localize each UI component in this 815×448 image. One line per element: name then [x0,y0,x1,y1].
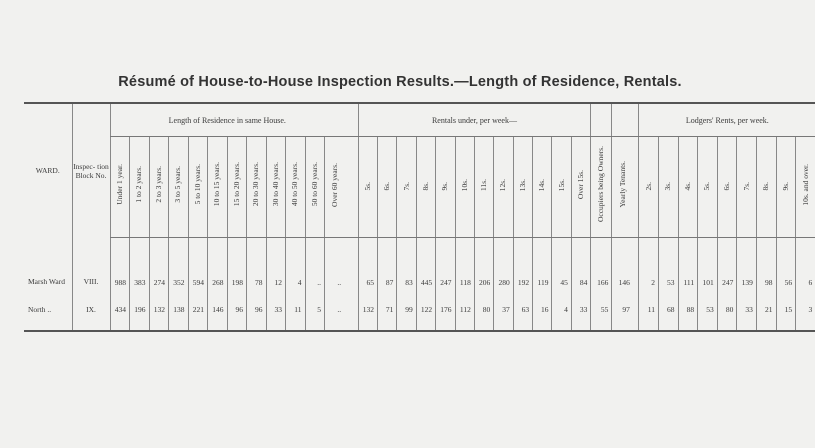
residence-col-header-label: Under 1 year. [114,164,124,205]
residence-value-cell: 198 [227,238,247,293]
residence-col-header-label: 2 to 3 years. [153,166,163,203]
rental-value-cell: 80 [474,292,493,331]
residence-col-header-label: 30 to 40 years. [270,162,280,207]
rental-value-cell: 16 [533,292,552,331]
residence-value-cell: 138 [169,292,189,331]
residence-value-cell: 221 [188,292,208,331]
lodger-col-header [658,137,678,238]
lodgers-group-header: Lodgers' Rents, per week. [639,103,815,137]
rental-value-cell: 118 [455,238,474,293]
lodger-col-header-label: 9s. [780,182,790,191]
occupiers-col-header [591,137,612,238]
results-table-wrapper [24,102,813,332]
lodger-value-cell: 98 [756,238,776,293]
residence-value-cell: 434 [110,292,130,331]
rental-col-header [377,137,396,238]
residence-col-header-label: 10 to 15 years. [212,162,222,207]
lodger-col-header [776,137,796,238]
rental-value-cell: 119 [533,238,552,293]
rental-col-header-label: 10s. [459,178,469,191]
residence-col-header-label: 15 to 20 years. [231,162,241,207]
lodger-col-header-label: 7s. [741,182,751,191]
residence-group-header: Length of Residence in same House. [110,103,344,137]
lodger-value-cell: 247 [717,238,737,293]
residence-col-header [286,137,306,238]
rental-col-header [533,137,552,238]
yearly-col-header [612,137,633,238]
residence-col-header-label: 40 to 50 years. [290,162,300,207]
inspection-results-table [24,102,815,332]
ward-cell: North .. [28,304,52,314]
residence-value-cell: 594 [188,238,208,293]
lodger-value-cell: 11 [639,292,659,331]
residence-col-header [305,137,325,238]
lodger-col-header-label: 3s. [663,182,673,191]
rental-value-cell: 87 [377,238,396,293]
rental-value-cell: 83 [397,238,416,293]
rental-col-header [474,137,493,238]
rental-value-cell: 247 [436,238,455,293]
rental-value-cell: 63 [513,292,532,331]
residence-col-header [208,137,228,238]
ward-cell: Marsh Ward [28,277,65,287]
lodger-col-header-label: 4s. [682,182,692,191]
lodger-value-cell: 2 [639,238,659,293]
lodger-value-cell: 53 [658,238,678,293]
residence-value-cell: .. [325,292,345,331]
occupiers-value-cell: 166 [591,238,612,293]
rental-col-header [397,137,416,238]
residence-value-cell: .. [305,238,325,293]
residence-col-header [266,137,286,238]
rental-col-header [358,137,377,238]
residence-value-cell: 96 [247,292,267,331]
rental-value-cell: 445 [416,238,435,293]
rental-col-header-label: 12s. [498,178,508,191]
rental-col-header [436,137,455,238]
rental-value-cell: 65 [358,238,377,293]
lodger-col-header [678,137,698,238]
residence-col-header [227,137,247,238]
lodger-value-cell: 33 [737,292,757,331]
spacer-column [344,137,358,238]
rental-value-cell: 37 [494,292,513,331]
rental-col-header [552,137,571,238]
rental-value-cell: 99 [397,292,416,331]
table-row [24,292,815,331]
residence-col-header [169,137,189,238]
lodger-col-header [698,137,718,238]
rental-value-cell: 192 [513,238,532,293]
residence-col-header [188,137,208,238]
lodger-col-header [717,137,737,238]
rental-col-header-label: 7s. [401,182,411,191]
rental-col-header [416,137,435,238]
page-title: Résumé of House-to-House Inspection Results.—Length of Residence, Rentals. [118,74,682,90]
lodger-col-header-label: 5s. [702,182,712,191]
rental-col-header-label: 8s. [420,182,430,191]
block-cell: VIII. [72,238,110,293]
rentals-group-header: Rentals under, per week— [358,103,591,137]
spacer-header [612,103,633,137]
residence-value-cell: 274 [149,238,169,293]
residence-value-cell: .. [325,238,345,293]
rental-value-cell: 122 [416,292,435,331]
lodger-value-cell: 53 [698,292,718,331]
yearly-value-cell: 97 [612,292,633,331]
yearly-col-header-label: Yearly Tenants. [617,161,627,208]
residence-col-header-label: 5 to 10 years. [192,164,202,205]
rental-col-header-label: Over 15s. [576,169,586,200]
spacer-cell [344,292,358,331]
residence-col-header [130,137,150,238]
spacer-cell [344,238,358,293]
rental-col-header [513,137,532,238]
residence-value-cell: 12 [266,238,286,293]
spacer-header [591,103,612,137]
ward-header: WARD. [35,166,60,176]
lodger-value-cell: 139 [737,238,757,293]
rental-col-header [455,137,474,238]
lodger-col-header [639,137,659,238]
yearly-value-cell: 146 [612,238,633,293]
lodger-col-header-label: 10s. and over. [800,163,810,206]
lodger-value-cell: 6 [796,238,815,293]
residence-value-cell: 96 [227,292,247,331]
lodger-col-header [796,137,815,238]
lodger-col-header-label: 2s. [643,182,653,191]
occupiers-col-header-label: Occupiers being Owners. [596,146,606,223]
rental-col-header-label: 6s. [382,182,392,191]
lodger-value-cell: 56 [776,238,796,293]
residence-value-cell: 4 [286,238,306,293]
rental-col-header-label: 9s. [440,182,450,191]
column-header-row [24,137,815,238]
rental-value-cell: 176 [436,292,455,331]
residence-col-header [325,137,345,238]
lodger-value-cell: 80 [717,292,737,331]
residence-col-header [110,137,130,238]
lodger-value-cell: 15 [776,292,796,331]
residence-col-header-label: 50 to 60 years. [309,162,319,207]
lodger-col-header [737,137,757,238]
rental-value-cell: 112 [455,292,474,331]
residence-value-cell: 383 [130,238,150,293]
lodger-value-cell: 111 [678,238,698,293]
rental-value-cell: 33 [571,292,591,331]
lodger-col-header-label: 6s. [722,182,732,191]
residence-col-header-label: 3 to 5 years. [173,166,183,203]
lodger-value-cell: 21 [756,292,776,331]
rental-value-cell: 71 [377,292,396,331]
rental-col-header-label: 13s. [517,178,527,191]
lodger-value-cell: 88 [678,292,698,331]
lodger-value-cell: 101 [698,238,718,293]
rental-value-cell: 84 [571,238,591,293]
residence-col-header-label: Over 60 years. [329,162,339,207]
residence-col-header-label: 20 to 30 years. [251,162,261,207]
residence-value-cell: 5 [305,292,325,331]
residence-col-header [247,137,267,238]
rental-value-cell: 206 [474,238,493,293]
block-cell: IX. [72,292,110,331]
rental-value-cell: 132 [358,292,377,331]
lodger-col-header [756,137,776,238]
rental-col-header-label: 11s. [479,178,489,191]
residence-col-header [149,137,169,238]
lodger-col-header-label: 8s. [761,182,771,191]
rental-col-header-label: 14s. [537,178,547,191]
block-header: Inspec- tion Block No. [72,103,110,238]
residence-value-cell: 11 [286,292,306,331]
residence-value-cell: 146 [208,292,228,331]
lodger-value-cell: 3 [796,292,815,331]
rental-col-header-label: 5s. [362,182,372,191]
occupiers-value-cell: 55 [591,292,612,331]
table-row [24,238,815,293]
residence-value-cell: 132 [149,292,169,331]
table-body [24,238,815,332]
rental-value-cell: 4 [552,292,571,331]
residence-value-cell: 268 [208,238,228,293]
rental-value-cell: 280 [494,238,513,293]
residence-col-header-label: 1 to 2 years. [134,166,144,203]
residence-value-cell: 988 [110,238,130,293]
rental-col-header [494,137,513,238]
residence-value-cell: 33 [266,292,286,331]
residence-value-cell: 78 [247,238,267,293]
rental-value-cell: 45 [552,238,571,293]
lodger-value-cell: 68 [658,292,678,331]
residence-value-cell: 352 [169,238,189,293]
residence-value-cell: 196 [130,292,150,331]
rental-col-header-label: 15s. [556,178,566,191]
rental-col-header [571,137,591,238]
spacer-header [344,103,358,137]
